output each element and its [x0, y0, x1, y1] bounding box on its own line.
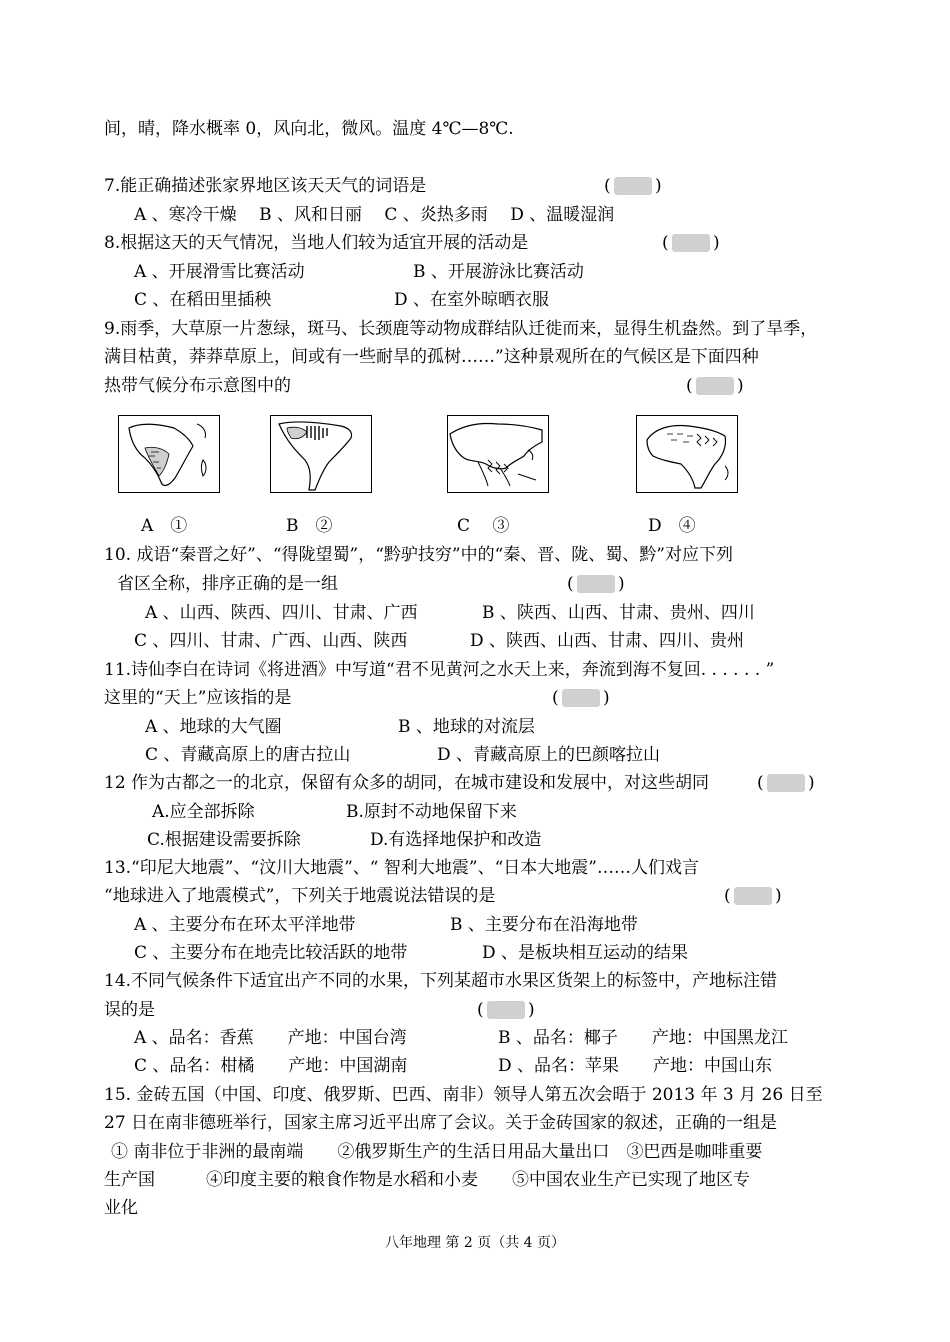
q9-paren-right: )	[737, 376, 744, 396]
q10-paren-right: )	[618, 574, 625, 594]
q8-option-a: A 、开展滑雪比赛活动	[134, 262, 305, 282]
q7-answer-blank[interactable]	[614, 177, 652, 195]
question-13-line-2: “地球进入了地震模式”，下列关于地震说法错误的是	[104, 886, 496, 906]
question-12-stem: 12 作为古都之一的北京，保留有众多的胡同，在城市建设和发展中，对这些胡同	[104, 773, 710, 793]
asia-map-icon	[447, 415, 549, 493]
q9-answer-blank[interactable]	[696, 377, 734, 395]
q12-option-d: D.有选择地保护和改造	[370, 830, 542, 850]
question-15-line-5: 业化	[104, 1198, 138, 1218]
q13-option-c: C 、主要分布在地壳比较活跃的地带	[134, 943, 408, 963]
q13-paren-left: (	[724, 886, 731, 906]
africa-north-map-icon	[636, 415, 738, 493]
question-9-line-3: 热带气候分布示意图中的	[104, 376, 291, 396]
q14-option-d: D 、品名：苹果 产地：中国山东	[498, 1056, 773, 1076]
q7-options: A 、寒冷干燥 B 、风和日丽 C 、炎热多雨 D 、温暖湿润	[134, 205, 615, 225]
q14-paren-left: (	[477, 1000, 484, 1020]
q10-paren-left: (	[567, 574, 574, 594]
africa-map-icon	[118, 415, 220, 493]
q11-paren-right: )	[603, 688, 610, 708]
q11-paren-left: (	[552, 688, 559, 708]
q9-paren-left: (	[686, 376, 693, 396]
q13-option-b: B 、主要分布在沿海地带	[450, 915, 638, 935]
q8-option-d: D 、在室外晾晒衣服	[394, 290, 550, 310]
question-13-line-1: 13.“印尼大地震”、“汶川大地震”、“ 智利大地震”、“日本大地震”……人们戏言	[104, 858, 699, 878]
question-14-line-2: 误的是	[104, 1000, 155, 1020]
q11-option-b: B 、地球的对流层	[398, 717, 535, 737]
q12-option-b: B.原封不动地保留下来	[346, 802, 517, 822]
q12-option-c: C.根据建设需要拆除	[147, 830, 301, 850]
q12-paren-left: (	[757, 773, 764, 793]
q7-paren-left: (	[604, 176, 611, 196]
question-15-line-4: 生产国 ④印度主要的粮食作物是水稻和小麦 ⑤中国农业生产已实现了地区专	[104, 1170, 750, 1190]
q10-option-b: B 、陕西、山西、甘肃、贵州、四川	[482, 603, 755, 623]
q8-answer-blank[interactable]	[672, 234, 710, 252]
q8-option-c: C 、在稻田里插秧	[134, 290, 272, 310]
question-11-line-2: 这里的“天上”应该指的是	[104, 688, 292, 708]
map-caption-a: A ①	[141, 516, 188, 536]
q11-answer-blank[interactable]	[562, 689, 600, 707]
q13-option-d: D 、是板块相互运动的结果	[482, 943, 689, 963]
question-11-line-1: 11.诗仙李白在诗词《将进酒》中写道“君不见黄河之水天上来，奔流到海不复回. . . . . . ”	[104, 660, 775, 680]
question-10-line-1: 10. 成语“秦晋之好”、“得陇望蜀”，“黔驴技穷”中的“秦、晋、陇、蜀、黔”对应下列	[104, 545, 733, 565]
map-caption-c: C ③	[457, 516, 510, 536]
q10-answer-blank[interactable]	[577, 575, 615, 593]
q11-option-c: C 、青藏高原上的唐古拉山	[145, 745, 351, 765]
question-9-line-1: 9.雨季，大草原一片葱绿，斑马、长颈鹿等动物成群结队迁徙而来，显得生机盎然。到了旱季，	[104, 319, 818, 339]
q13-paren-right: )	[775, 886, 782, 906]
q13-option-a: A 、主要分布在环太平洋地带	[134, 915, 356, 935]
question-7-stem: 7.能正确描述张家界地区该天天气的词语是	[104, 176, 427, 196]
south-america-map-icon	[270, 415, 372, 493]
q14-answer-blank[interactable]	[487, 1001, 525, 1019]
question-8-stem: 8.根据这天的天气情况，当地人们较为适宜开展的活动是	[104, 233, 529, 253]
q8-paren-right: )	[713, 233, 720, 253]
q10-option-a: A 、山西、陕西、四川、甘肃、广西	[145, 603, 418, 623]
q11-option-d: D 、青藏高原上的巴颜喀拉山	[437, 745, 661, 765]
question-15-line-3: ① 南非位于非洲的最南端 ②俄罗斯生产的生活日用品大量出口 ③巴西是咖啡重要	[111, 1142, 763, 1162]
map-caption-b: B ②	[286, 516, 333, 536]
map-caption-d: D ④	[648, 516, 696, 536]
q14-option-c: C 、品名：柑橘 产地：中国湖南	[134, 1056, 408, 1076]
q14-option-a: A 、品名：香蕉 产地：中国台湾	[134, 1028, 407, 1048]
q12-option-a: A.应全部拆除	[152, 802, 255, 822]
page-footer: 八年地理 第 2 页（共 4 页）	[384, 1235, 566, 1251]
question-9-line-2: 满目枯黄，莽莽草原上，间或有一些耐旱的孤树……”这种景观所在的气候区是下面四种	[104, 347, 759, 367]
question-10-line-2: 省区全称，排序正确的是一组	[117, 574, 338, 594]
intro-text: 间，晴，降水概率 0，风向北，微风。温度 4℃—8℃.	[104, 119, 514, 139]
question-15-line-1: 15. 金砖五国（中国、印度、俄罗斯、巴西、南非）领导人第五次会晤于 2013 年 3 月 26 日至	[104, 1085, 823, 1105]
q10-option-d: D 、陕西、山西、甘肃、四川、贵州	[470, 631, 745, 651]
q14-option-b: B 、品名：椰子 产地：中国黑龙江	[498, 1028, 788, 1048]
question-15-line-2: 27 日在南非德班举行，国家主席习近平出席了会议。关于金砖国家的叙述，正确的一组是	[104, 1113, 778, 1133]
q10-option-c: C 、四川、甘肃、广西、山西、陕西	[134, 631, 408, 651]
q8-paren-left: (	[662, 233, 669, 253]
q13-answer-blank[interactable]	[734, 887, 772, 905]
q12-answer-blank[interactable]	[767, 774, 805, 792]
question-14-line-1: 14.不同气候条件下适宜出产不同的水果，下列某超市水果区货架上的标签中，产地标注错	[104, 971, 778, 991]
q14-paren-right: )	[528, 1000, 535, 1020]
q7-paren-right: )	[655, 176, 662, 196]
q11-option-a: A 、地球的大气圈	[145, 717, 282, 737]
q8-option-b: B 、开展游泳比赛活动	[413, 262, 584, 282]
q12-paren-right: )	[808, 773, 815, 793]
